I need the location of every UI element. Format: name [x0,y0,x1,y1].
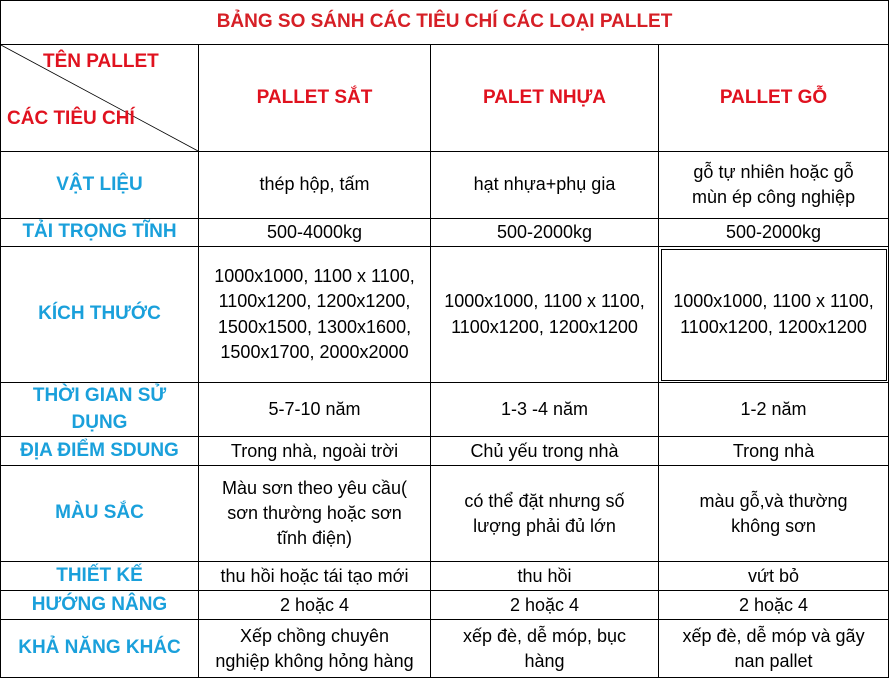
table-row [1,383,889,437]
value-cell [199,562,431,591]
value-cell [659,219,889,247]
value-line: 500-2000kg [725,221,822,242]
table-row [1,152,889,219]
value-line: không sơn [731,515,816,536]
corner-bottom-label: CÁC TIÊU CHÍ [7,108,135,130]
table-row [1,591,889,620]
value-cell [199,152,431,219]
value-cell [659,620,889,678]
value-line: 5-7-10 năm [268,399,361,419]
value-cell [431,219,659,247]
value-line: xếp đè, dễ móp, bục [462,625,627,646]
criterion-label: THIẾT KẾ [1,562,199,591]
value-line: 500-2000kg [496,221,593,242]
value-line: Chủ yếu trong nhà [470,440,619,461]
value-line: nghiệp không hỏng hàng [215,650,414,671]
criterion-label: TẢI TRỌNG TĨNH [1,219,199,247]
table-row [1,562,889,591]
table-row [1,466,889,562]
value-line: thu hồi hoặc tái tạo mới [220,565,409,586]
value-line: 1000x1000, 1100 x 1100, [444,291,645,312]
column-header-steel: PALLET SẮT [199,45,431,152]
value-line: 1-3 -4 năm [500,399,589,419]
table-row [1,437,889,466]
value-line: thu hồi [517,565,572,586]
value-cell [659,152,889,219]
value-cell [431,620,659,678]
value-cell [431,152,659,219]
criterion-label: KHẢ NĂNG KHÁC [1,620,199,678]
value-cell [659,247,889,383]
value-cell [199,383,431,437]
value-line: 2 hoặc 4 [509,594,580,615]
value-line: nan pallet [734,650,813,671]
criterion-label: HƯỚNG NÂNG [1,591,199,620]
value-line: 1100x1200, 1200x1200 [451,316,638,337]
value-line: Màu sơn theo yêu cầu( [222,477,407,498]
value-line: Trong nhà, ngoài trời [230,440,399,461]
value-cell [199,466,431,562]
value-line: 1-2 năm [740,399,807,419]
value-line: mùn ép công nghiệp [691,187,856,207]
value-line: lượng phải đủ lớn [473,515,616,536]
value-cell [199,219,431,247]
value-cell [659,562,889,591]
value-line: 2 hoặc 4 [738,594,809,615]
value-line: 1500x1500, 1300x1600, [217,316,412,337]
value-line: 1100x1200, 1200x1200 [680,316,867,337]
value-cell [659,383,889,437]
value-line: màu gỗ,và thường [699,490,848,511]
value-line: 1000x1000, 1100 x 1100, [214,266,415,287]
value-cell [199,620,431,678]
table-row [1,219,889,247]
value-line: hạt nhựa+phụ gia [473,174,616,195]
value-line: Xếp chồng chuyên [239,625,390,646]
value-line: 500-4000kg [266,221,363,242]
value-cell [199,437,431,466]
value-line: thép hộp, tấm [259,174,370,195]
header-row [1,45,889,152]
value-cell [659,591,889,620]
value-cell [199,591,431,620]
value-line: gỗ tự nhiên hoặc gỗ [693,161,854,182]
value-line: 1000x1000, 1100 x 1100, [673,291,874,312]
criterion-label: THỜI GIAN SỬ DỤNG [1,383,199,437]
value-line: hàng [524,650,565,671]
value-line: có thể đặt nhưng số [464,490,625,511]
value-line: sơn thường hoặc sơn [227,503,402,524]
table-title: BẢNG SO SÁNH CÁC TIÊU CHÍ CÁC LOẠI PALLET [1,1,889,45]
column-header-wood: PALLET GỖ [659,45,889,152]
value-line: Trong nhà [732,440,815,461]
value-cell [431,247,659,383]
title-row [1,1,889,45]
criterion-label: ĐỊA ĐIỂM SDUNG [1,437,199,466]
value-line: tĩnh điện) [276,528,353,549]
corner-top-label: TÊN PALLET [43,51,159,72]
column-header-plastic: PALET NHỰA [431,45,659,152]
value-line: xếp đè, dễ móp và gãy [682,625,865,646]
value-cell [431,383,659,437]
criterion-label: MÀU SẮC [1,466,199,562]
value-line: 1500x1700, 2000x2000 [220,341,409,362]
value-line: vứt bỏ [747,565,800,586]
value-cell [659,437,889,466]
table-row [1,620,889,678]
value-line: 2 hoặc 4 [279,594,350,615]
value-cell [659,466,889,562]
value-cell [431,466,659,562]
criterion-label: VẬT LIỆU [1,152,199,219]
value-cell [431,437,659,466]
value-cell [199,247,431,383]
value-cell [431,562,659,591]
corner-cell [1,45,199,152]
value-cell [431,591,659,620]
criterion-label: KÍCH THƯỚC [1,247,199,383]
table-row [1,247,889,383]
value-line: 1100x1200, 1200x1200, [218,291,411,312]
